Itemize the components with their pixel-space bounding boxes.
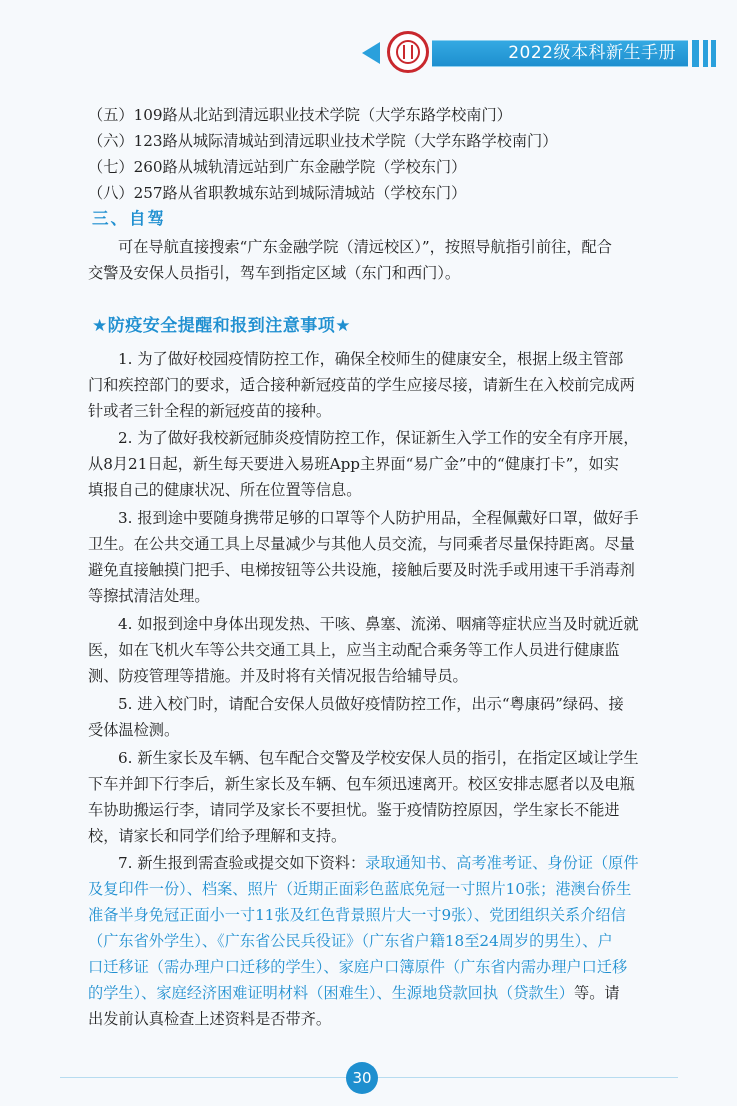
paragraph-line: 出发前认真检查上述资料是否带齐。: [88, 1010, 331, 1028]
header-stripe: [692, 40, 699, 67]
paragraph-line: 等擦拭清洁处理。: [88, 587, 210, 605]
required-documents: 口迁移证（需办理户口迁移的学生）、家庭户口簿原件（广东省内需办理户口迁移: [88, 958, 628, 976]
paragraph-line: 下车并卸下行李后，新生家长及车辆、包车须迅速离开。校区安排志愿者以及电瓶: [88, 775, 635, 793]
required-documents: （广东省外学生）、《广东省公民兵役证》（广东省户籍18至24周岁的男生）、户: [88, 932, 613, 950]
paragraph-line: [88, 983, 620, 1003]
item7-lead: 7. 新生报到需查验或提交如下资料：: [118, 854, 366, 872]
paragraph-line: 6. 新生家长及车辆、包车配合交警及学校安保人员的指引，在指定区域让学生: [118, 749, 639, 767]
page-number: 30: [346, 1062, 378, 1094]
route-item: （七）260路从城轨清远站到广东金融学院（学校东门）: [88, 158, 467, 176]
self-drive-heading: 三、自驾: [92, 209, 166, 228]
paragraph-line: 针或者三针全程的新冠疫苗的接种。: [88, 402, 331, 420]
paragraph-line: 受体温检测。: [88, 721, 180, 739]
paragraph-line: 1. 为了做好校园疫情防控工作，确保全校师生的健康安全，根据上级主管部: [118, 350, 624, 368]
paragraph-line: 测、防疫管理等措施。并及时将有关情况报告给辅导员。: [88, 667, 468, 685]
paragraph-line: 5. 进入校门时，请配合安保人员做好疫情防控工作，出示“粤康码”绿码、接: [118, 695, 624, 713]
required-documents: 的学生）、家庭经济困难证明材料（困难生）、生源地贷款回执（贷款生）: [88, 984, 574, 1002]
school-logo: [387, 31, 429, 73]
header-stripe: [703, 40, 708, 67]
paragraph-line: 车协助搬运行李，请同学及家长不要担忧。鉴于疫情防控原因，学生家长不能进: [88, 801, 620, 819]
paragraph-line: 填报自己的健康状况、所在位置等信息。: [88, 481, 362, 499]
required-documents: 准备半身免冠正面小一寸11张及红色背景照片大一寸9张）、党团组织关系介绍信: [88, 906, 626, 924]
paragraph-line: 避免直接触摸门把手、电梯按钮等公共设施，接触后要及时洗手或用速干手消毒剂: [88, 561, 635, 579]
paragraph-line: 医，如在飞机火车等公共交通工具上，应当主动配合乘务等工作人员进行健康监: [88, 641, 620, 659]
header-title-bar: [432, 40, 688, 67]
paragraph-line: 校，请家长和同学们给予理解和支持。: [88, 827, 347, 845]
handbook-title: 2022级本科新生手册: [508, 43, 676, 63]
page-header: [0, 0, 737, 100]
route-item: （八）257路从省职教城东站到城际清城站（学校东门）: [88, 184, 467, 202]
paragraph-line: 4. 如报到途中身体出现发热、干咳、鼻塞、流涕、咽痛等症状应当及时就近就: [118, 615, 639, 633]
section-title: ★防疫安全提醒和报到注意事项★: [92, 316, 351, 336]
paragraph-line: 从8月21日起，新生每天要进入易班App主界面“易广金”中的“健康打卡”，如实: [88, 455, 619, 473]
arrow-left-icon: [362, 42, 380, 64]
paragraph-line: 可在导航直接搜索“广东金融学院（清远校区）”，按照导航指引前往，配合: [118, 238, 612, 256]
paragraph-line: [118, 853, 639, 873]
route-item: （六）123路从城际清城站到清远职业技术学院（大学东路学校南门）: [88, 132, 558, 150]
required-documents: 及复印件一份）、档案、照片（近期正面彩色蓝底免冠一寸照片10张；港澳台侨生: [88, 880, 632, 898]
required-documents: 录取通知书、高考准考证、身份证（原件: [365, 854, 639, 872]
paragraph-line: 3. 报到途中要随身携带足够的口罩等个人防护用品，全程佩戴好口罩，做好手: [118, 509, 639, 527]
header-stripe: [711, 40, 716, 67]
paragraph-line: 门和疾控部门的要求，适合接种新冠疫苗的学生应接尽接，请新生在入校前完成两: [88, 376, 635, 394]
paragraph-tail: 等。请: [574, 984, 620, 1002]
paragraph-line: 交警及安保人员指引，驾车到指定区域（东门和西门）。: [88, 264, 461, 282]
paragraph-line: 卫生。在公共交通工具上尽量减少与其他人员交流，与同乘者尽量保持距离。尽量: [88, 535, 635, 553]
route-item: （五）109路从北站到清远职业技术学院（大学东路学校南门）: [88, 106, 512, 124]
paragraph-line: 2. 为了做好我校新冠肺炎疫情防控工作，保证新生入学工作的安全有序开展，: [118, 429, 639, 447]
